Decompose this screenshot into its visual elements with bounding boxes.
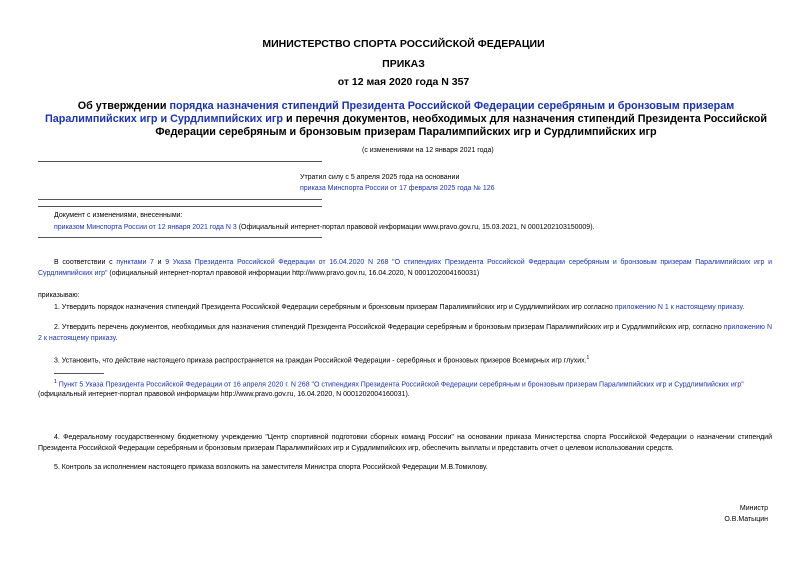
title-rest: и перечня документов, необходимых для назначения стипендий Президента Российской Федерации серебряным и бронзовым призерам Паралимпийских игр и Сурдлимпийских игр (155, 113, 767, 138)
item-1-text: 1. Утвердить порядок назначения стипендий Президента Российской Федерации серебряным и бронзовым призерам Паралимпийских игр и Сурдлимпийских игр согласно (54, 304, 615, 311)
preamble-link-point7[interactable]: пунктами 7 (116, 259, 154, 266)
signature-name: О.В.Матыцин (724, 516, 768, 523)
item-1 (38, 302, 772, 313)
footnote-link[interactable]: Пункт 5 Указа Президента Российской Федерации от 16 апреля 2020 г. N 268 "О стипендиях Президента Российской Федерации серебряным и бронзовым призерам Паралимпийских игр и Сурдлимпийских игр" (58, 381, 744, 389)
lost-force-text: Утратил силу с 5 апреля 2025 года на основании (300, 174, 460, 181)
divider (38, 161, 322, 162)
item-1-end: . (742, 304, 745, 311)
footnote-rest: (официальный интернет-портал правовой информации http://www.pravo.gov.ru, 16.04.2020, N 0001202004160031). (38, 391, 410, 398)
item-2-end: . (115, 335, 118, 342)
preamble-and: и (153, 259, 166, 266)
title-prefix: Об утверждении (77, 100, 170, 112)
item-4: 4. Федеральному государственному бюджетному учреждению "Центр спортивной подготовки сборных команд России" на основании приказа Министерства спорта Российской Федерации о назначении стипендий Президента Российской Федерации серебряным и бронзовым призерам Паралимпийских игр и Сурдлимпийских игр, обеспечить выплаты и представить отчет о целевом использовании средств. (38, 434, 772, 452)
divider (38, 199, 322, 200)
item-2-link[interactable]: приложению N 2 к настоящему приказу (38, 324, 772, 342)
changes-doc-rest: (Официальный интернет-портал правовой информации www.pravo.gov.ru, 15.03.2021, N 0001202103150009). (236, 224, 595, 231)
ministry-heading: МИНИСТЕРСТВО СПОРТА РОССИЙСКОЙ ФЕДЕРАЦИИ (262, 38, 545, 50)
changes-doc-line (54, 222, 774, 233)
footnote-divider (54, 373, 104, 374)
title-link-procedure[interactable]: порядка назначения стипендий Президента Российской Федерации серебряным и бронзовым призерам Паралимпийских игр и Сурдлимпийских игр (45, 100, 735, 125)
preamble-prefix: В соответствии с (54, 259, 117, 266)
order-word: приказываю: (38, 292, 80, 299)
item-2-text: 2. Утвердить перечень документов, необходимых для назначения стипендий Президента Российской Федерации серебряным и бронзовым призерам Паралимпийских игр и Сурдлимпийских игр, согласно (54, 324, 724, 331)
item-2 (38, 322, 772, 344)
item-3-text: 3. Установить, что действие настоящего приказа распространяется на граждан Российской Федерации - серебряных и бронзовых призеров Всемирных игр глухих. (54, 357, 587, 365)
item-5: 5. Контроль за исполнением настоящего приказа возложить на заместителя Министра спорта Российской Федерации М.В.Томилову. (54, 464, 488, 471)
footnote-mark: 1 (54, 379, 57, 385)
document-title (36, 100, 776, 139)
item-3-footnote-ref[interactable]: 1 (586, 355, 590, 361)
amendments-note: (с изменениями на 12 января 2021 года) (362, 147, 494, 154)
preamble-paragraph (38, 257, 772, 279)
divider (38, 237, 322, 238)
preamble-link-decree[interactable]: 9 Указа Президента Российской Федерации от 16.04.2020 N 268 "О стипендиях Президента Российской Федерации серебряным и бронзовым призерам Паралимпийских игр и Сурдлимпийских игр" (38, 259, 772, 277)
doc-type-heading: ПРИКАЗ (382, 58, 425, 70)
preamble-rest: (официальный интернет-портал правовой информации http://www.pravo.gov.ru, 16.04.2020, N 0001202004160031) (107, 270, 480, 277)
divider (38, 206, 322, 207)
changes-doc-label: Документ с изменениями, внесенными: (54, 212, 183, 219)
item-1-link[interactable]: приложению N 1 к настоящему приказу (614, 304, 743, 311)
item-3 (38, 353, 772, 366)
signature-role: Министр (739, 505, 768, 512)
date-number-heading: от 12 мая 2020 года N 357 (337, 76, 470, 88)
lost-force-link[interactable]: приказа Минспорта России от 17 февраля 2025 года № 126 (300, 185, 495, 192)
changes-doc-link[interactable]: приказом Минспорта России от 12 января 2021 года N 3 (54, 224, 237, 231)
